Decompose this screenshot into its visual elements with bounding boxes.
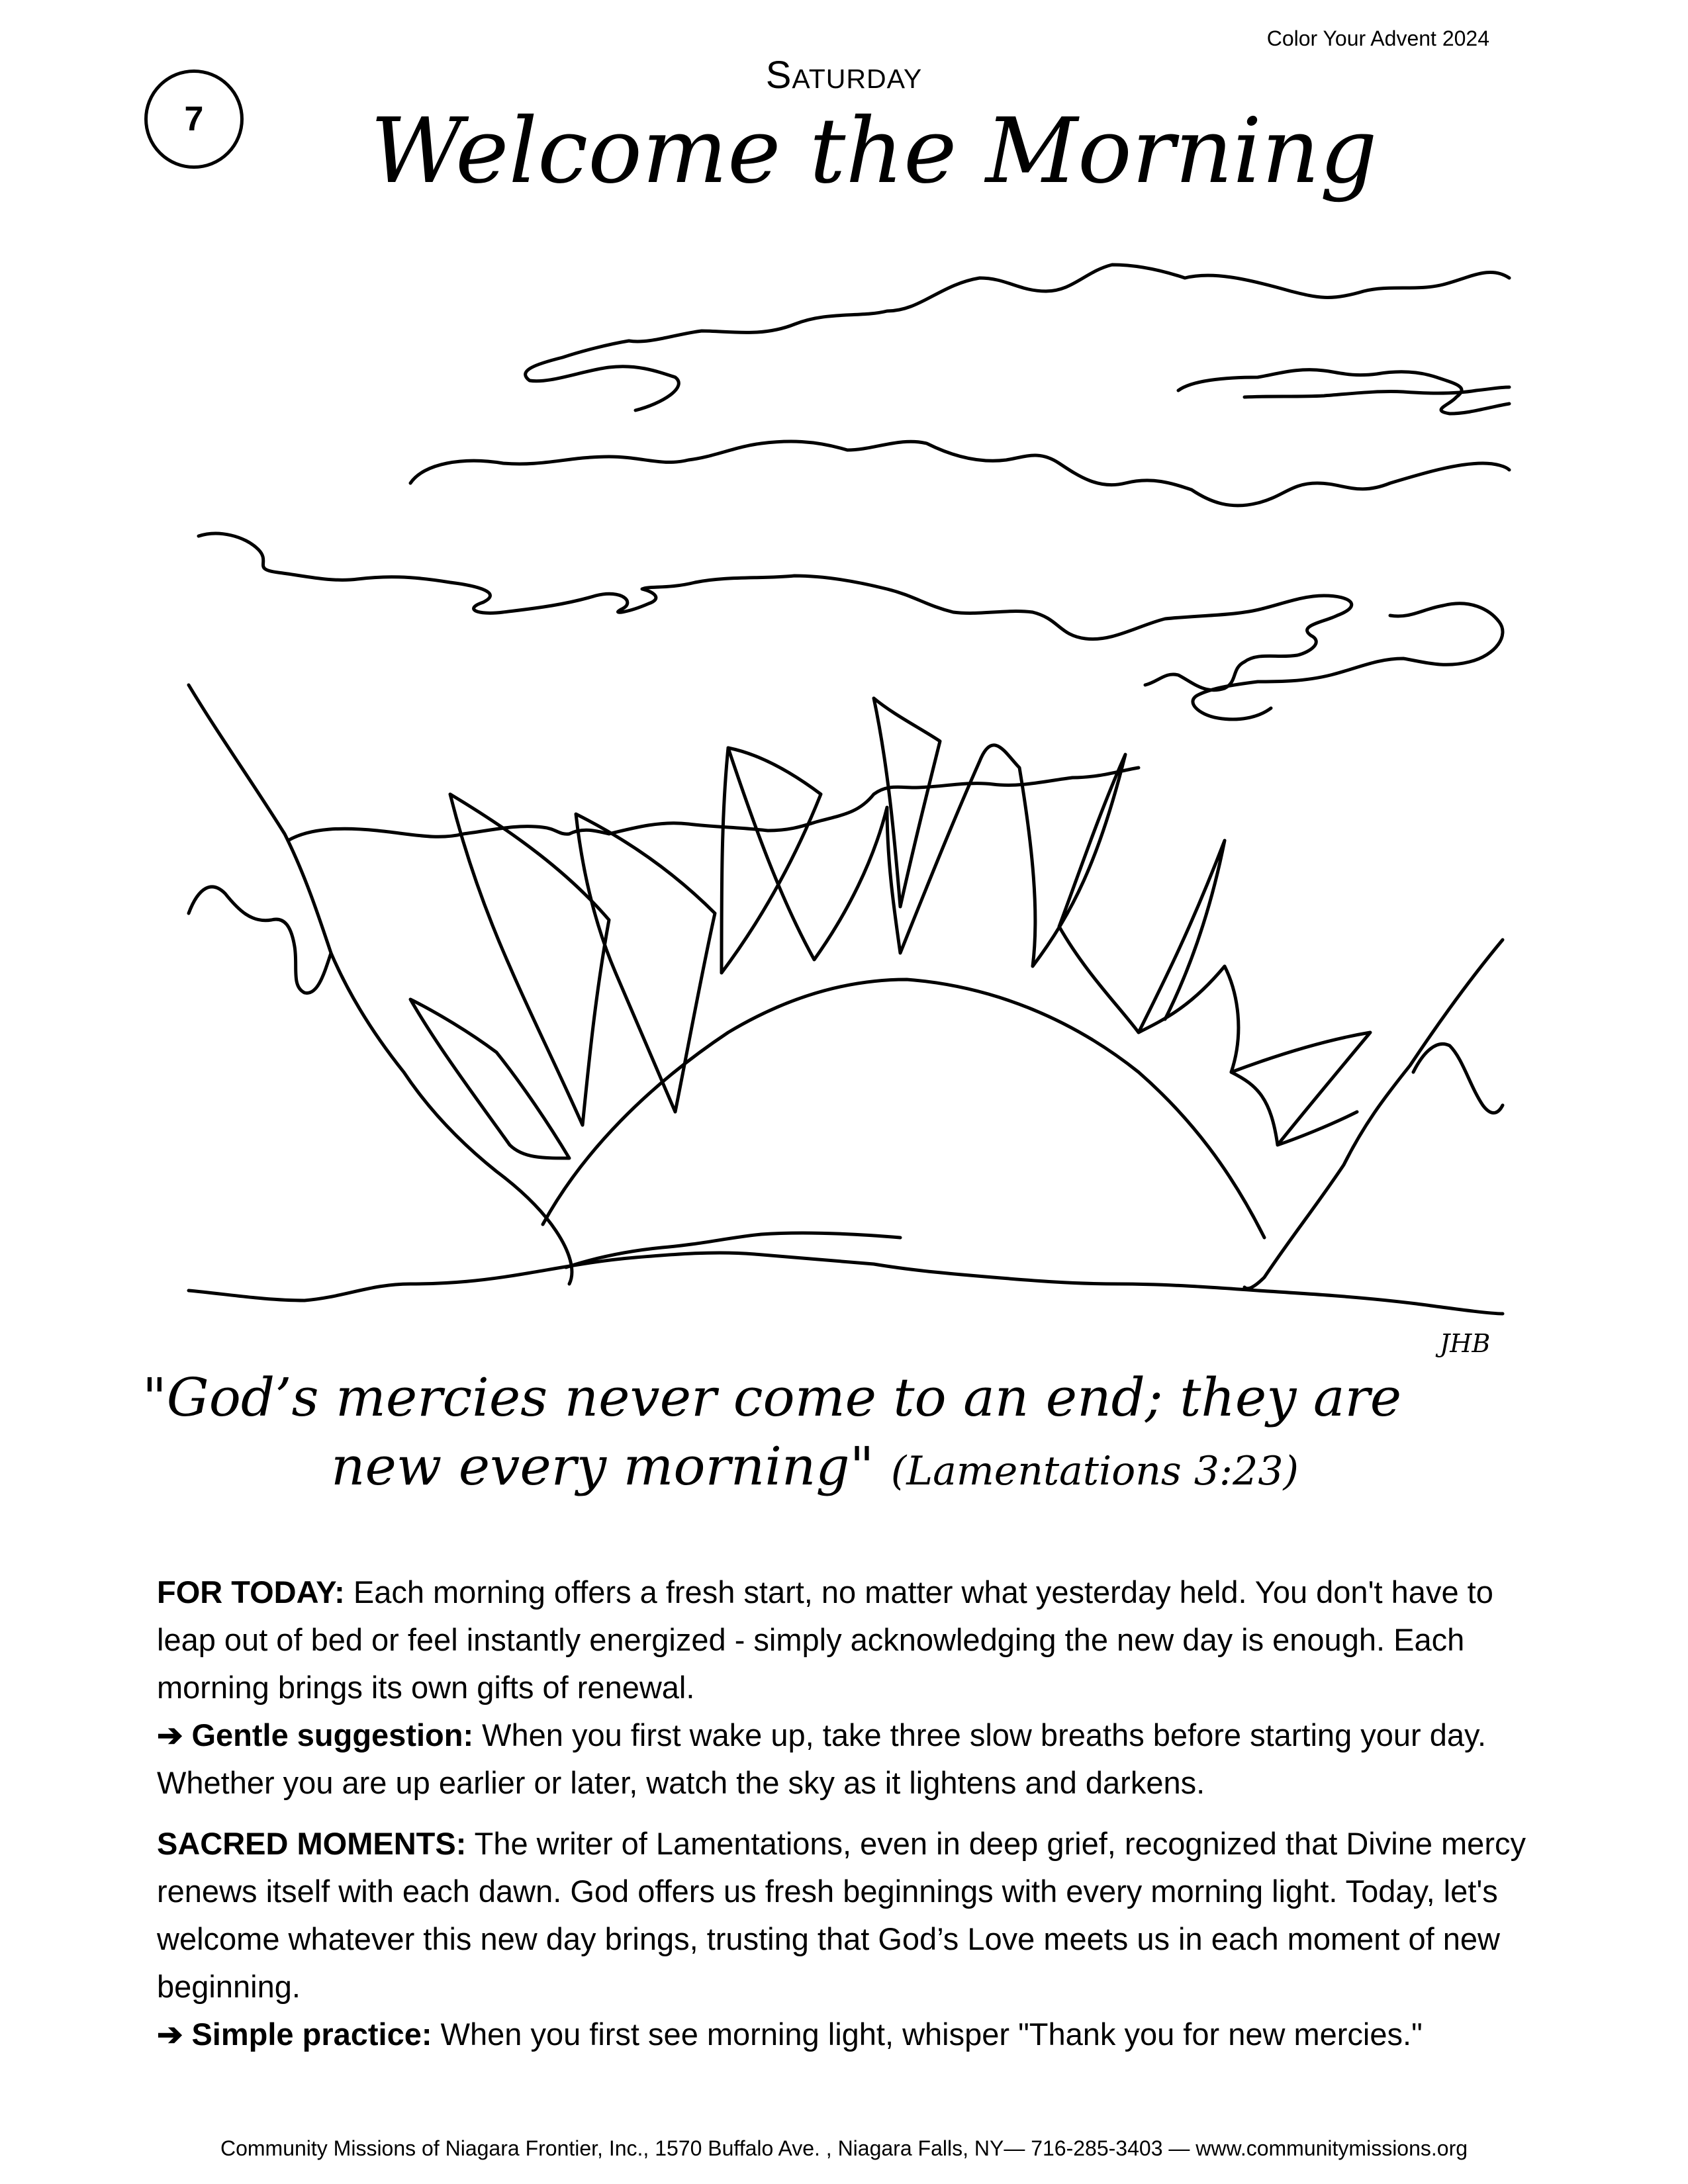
for-today-label: FOR TODAY: bbox=[157, 1574, 345, 1610]
cloud-outline bbox=[199, 533, 1352, 690]
quote-line-1: "God’s mercies never come to an end; they are bbox=[142, 1367, 1402, 1428]
horizon-line bbox=[288, 768, 1139, 841]
hill-outline bbox=[189, 887, 331, 993]
sacred-moments-section bbox=[157, 1820, 1534, 2058]
quote-line-2: new every morning" bbox=[331, 1435, 874, 1497]
light-beam bbox=[189, 685, 572, 1284]
for-today-section bbox=[157, 1569, 1534, 1807]
gentle-suggestion-label: Gentle suggestion: bbox=[191, 1717, 474, 1752]
footer-contact: Community Missions of Niagara Frontier, Inc., 1570 Buffalo Ave. , Niagara Falls, NY— 716-285-3403 — www.communitymissions.org bbox=[220, 2136, 1468, 2160]
light-beam bbox=[1244, 940, 1503, 1289]
sun-outline bbox=[543, 979, 1264, 1238]
hill-outline bbox=[1413, 1044, 1503, 1113]
sun-ray bbox=[1231, 1072, 1357, 1145]
gentle-suggestion-text: When you first wake up, take three slow breaths before starting your day. Whether you are up earlier or later, watch the sky as it lightens and darkens. bbox=[157, 1717, 1487, 1800]
sacred-moments-label: SACRED MOMENTS: bbox=[157, 1826, 467, 1861]
sun-ray bbox=[887, 745, 1225, 1032]
sacred-moments-text: The writer of Lamentations, even in deep grief, recognized that Divine mercy renews itself with each dawn. God offers us fresh beginnings with every morning light. Today, let's welcome whatever this new day brings, trusting that God’s Love meets us in each moment of new beginning. bbox=[157, 1826, 1526, 2004]
quote-line-2-wrap bbox=[142, 1432, 1599, 1501]
ground-outline bbox=[189, 1253, 1503, 1314]
simple-practice-label: Simple practice: bbox=[191, 2017, 432, 2052]
day-name: Saturday bbox=[765, 54, 923, 97]
sun-ray bbox=[450, 794, 609, 1125]
page-title: Welcome the Morning bbox=[370, 99, 1378, 204]
artist-signature: JHB bbox=[1440, 1329, 1491, 1358]
sun-ray bbox=[1139, 966, 1370, 1145]
cloud-outline bbox=[1193, 604, 1503, 719]
for-today-text: Each morning offers a fresh start, no matter what yesterday held. You don't have to leap out of bed or feel instantly energized - simply acknowledging the new day is enough. Each morning brings its own gifts of renewal. bbox=[157, 1574, 1493, 1705]
simple-practice-text: When you first see morning light, whisper "Thank you for new mercies." bbox=[440, 2017, 1423, 2052]
cloud-outline bbox=[526, 265, 1509, 410]
series-label: Color Your Advent 2024 bbox=[1266, 26, 1489, 50]
devotional-text bbox=[157, 1569, 1534, 2071]
cloud-outline bbox=[410, 441, 1509, 506]
scripture-quote bbox=[142, 1363, 1599, 1501]
sun-ray bbox=[722, 748, 821, 973]
arrow-icon: ➔ bbox=[157, 2017, 183, 2052]
sun-ray bbox=[410, 999, 569, 1158]
quote-reference: (Lamentations 3:23) bbox=[890, 1448, 1299, 1494]
sun-ray bbox=[576, 814, 715, 1112]
cloud-outline bbox=[1244, 387, 1509, 397]
day-number: 7 bbox=[184, 100, 204, 138]
arrow-icon: ➔ bbox=[157, 1717, 183, 1752]
